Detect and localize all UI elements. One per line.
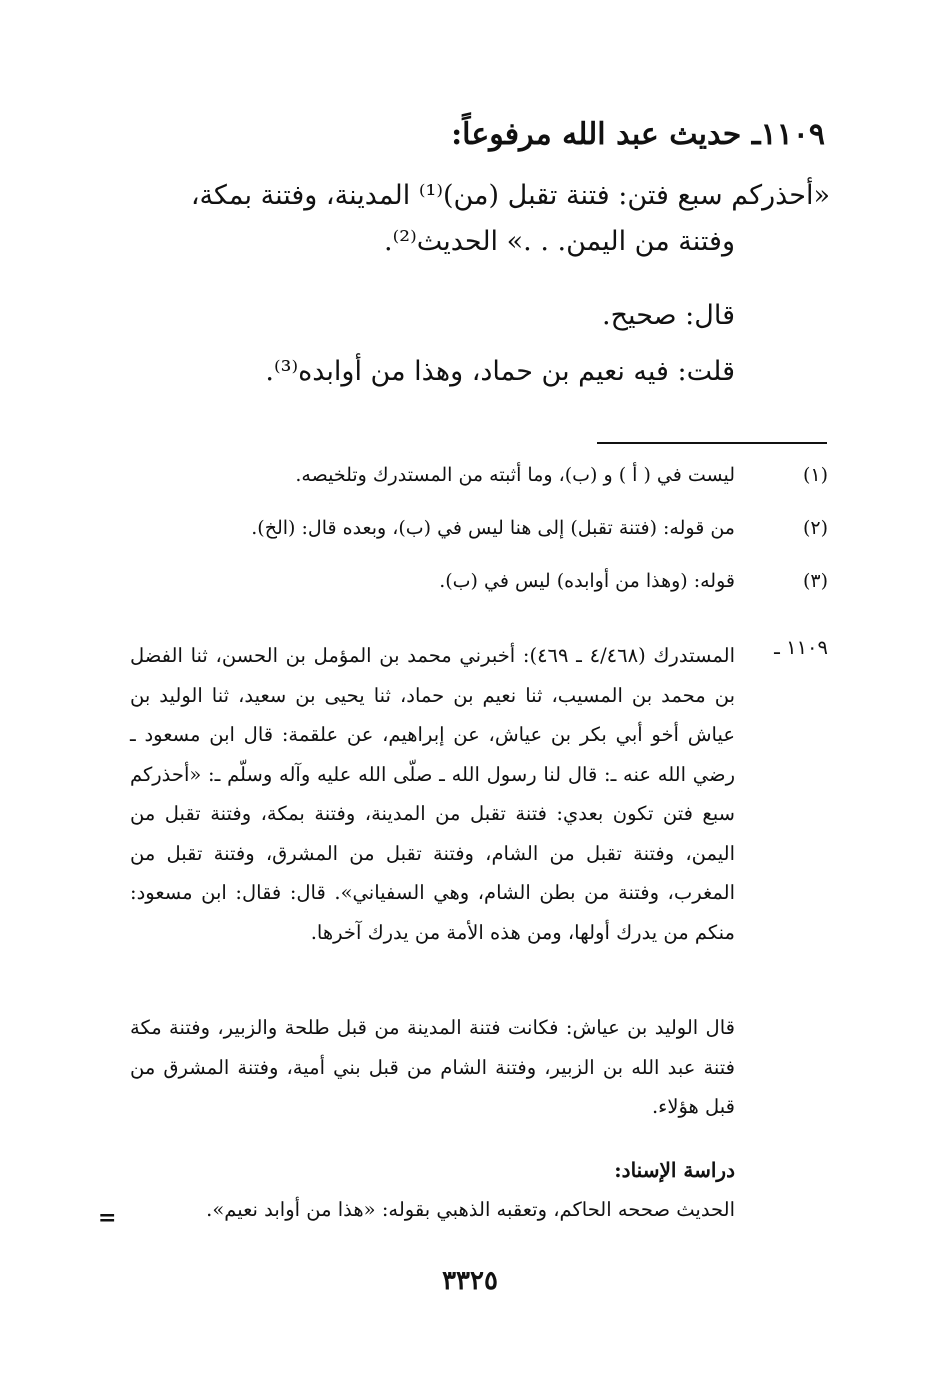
author-comment: قلت: فيه نعيم بن حماد، وهذا من أوابده⁽³⁾.	[265, 356, 735, 387]
hadith-text-line-1: «أحذركم سبع فتن: فتنة تقبل (من)⁽¹⁾ المدينة، وفتنة بمكة،	[190, 180, 830, 211]
footnote-1-text: ليست في ( أ ) و (ب)، وما أثبته من المستدرك وتلخيصه.	[295, 464, 735, 486]
page-number: ٣٣٢٥	[442, 1266, 498, 1296]
hakim-verdict: قال: صحيح.	[602, 300, 735, 331]
study-title: دراسة الإسناد:	[614, 1158, 735, 1182]
hadith-heading	[451, 117, 825, 152]
footnote-2-text: من قوله: (فتنة تقبل) إلى هنا ليس في (ب)، وبعده قال: (الخ).	[251, 517, 735, 539]
footnote-divider	[597, 442, 827, 444]
commentary-paragraph-1: المستدرك (٤/٤٦٨ ـ ٤٦٩): أخبرني محمد بن المؤمل بن الحسن، ثنا الفضل بن محمد بن المسيب، ثنا نعيم بن حماد، ثنا يحيى بن سعيد، ثنا الوليد بن عياش أخو أبي بكر بن عياش، عن إبراهيم، عن علقمة: قال ابن مسعود ـ رضي الله عنه ـ: قال لنا رسول الله ـ صلّى الله عليه وآله وسلّم ـ: «أحذركم سبع فتن تكون بعدي: فتنة تقبل من المدينة، وفتنة بمكة، وفتنة تقبل من اليمن، وفتنة تقبل من الشام، وفتنة تقبل من المشرق، وفتنة تقبل من المغرب، وفتنة من بطن الشام، وهي السفياني». قال: فقال: ابن مسعود: منكم من يدرك أولها، ومن هذه الأمة من يدرك آخرها.	[130, 644, 735, 944]
commentary-number: ١١٠٩ ـ	[774, 636, 828, 659]
hadith-number: ١١٠٩	[760, 117, 825, 152]
commentary-block	[130, 636, 735, 952]
footnote-2-number: (٢)	[802, 517, 828, 539]
commentary-paragraph-2: قال الوليد بن عياش: فكانت فتنة المدينة من قبل طلحة والزبير، وفتنة مكة فتنة عبد الله بن الزبير، وفتنة الشام من قبل بني أمية، وفتنة المشرق من قبل هؤلاء.	[130, 1016, 735, 1118]
hadith-text-line-2: وفتنة من اليمن. . .» الحديث⁽²⁾.	[384, 226, 735, 257]
footnote-3-text: قوله: (وهذا من أوابده) ليس في (ب).	[439, 570, 735, 592]
hadith-heading-text: ـ حديث عبد الله مرفوعاً:	[451, 117, 761, 152]
footnote-1-number: (١)	[802, 464, 828, 486]
continuation-mark: =	[98, 1205, 117, 1231]
study-body: الحديث صححه الحاكم، وتعقبه الذهبي بقوله: «هذا من أوابد نعيم».	[206, 1198, 735, 1221]
footnote-3-number: (٣)	[802, 570, 828, 592]
